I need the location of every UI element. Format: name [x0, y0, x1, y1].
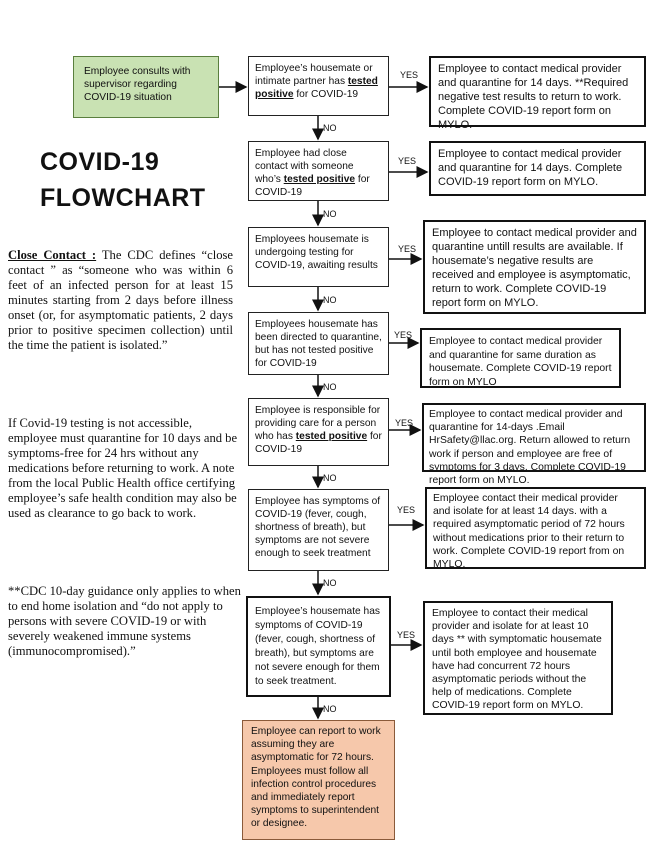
yes-label-6: YES	[397, 505, 416, 515]
decision-box-7: Employee’s housemate has symptoms of COVID-19 (fever, cough, shortness of breath), but symptoms are not severe enough for them to seek treatment.	[246, 596, 391, 697]
start-box: Employee consults with supervisor regarding COVID-19 situation	[73, 56, 219, 118]
decision-box-4: Employees housemate has been directed to quarantine, but has not tested positive for COVID-19	[248, 312, 389, 375]
no-label-1: NO	[323, 123, 337, 133]
title-line-1: COVID-19	[40, 148, 160, 176]
decision-box-6: Employee has symptoms of COVID-19 (fever, cough, shortness of breath), but symptoms are not severe enough to seek treatment	[248, 489, 389, 571]
yes-label-7: YES	[397, 630, 416, 640]
result-box-4: Employee to contact medical provider and quarantine for same duration as housemate. Complete COVID-19 report form on MYLO	[420, 328, 621, 388]
testing-note: If Covid-19 testing is not accessible, employee must quarantine for 10 days and be symptoms-free for 24 hrs without any medications before returning to work. A note from the local Public Health office certifying employee’s safe health condition may also be used as clearance to go back to work.	[8, 416, 238, 520]
result-box-1: Employee to contact medical provider and quarantine for 14 days. **Required negative test results to return to work. Complete COVID-19 report form on MYLO.	[429, 56, 646, 127]
no-label-3: NO	[323, 295, 337, 305]
final-box: Employee can report to work assuming they are asymptomatic for 72 hours. Employees must follow all infection control procedures and immediately report symptoms to superintendent or designee.	[242, 720, 395, 840]
yes-label-1: YES	[400, 70, 419, 80]
result-box-2: Employee to contact medical provider and quarantine for 14 days. Complete COVID-19 report form on MYLO.	[429, 141, 646, 196]
yes-label-2: YES	[398, 156, 417, 166]
result-box-5: Employee to contact medical provider and quarantine for 14-days .Email HrSafety@llac.org. Return allowed to return work if person and employee are free of symptoms for 3 days. Complete COVID-19 report form on MYLO.	[422, 403, 646, 472]
yes-label-3: YES	[398, 244, 417, 254]
title-line-2: FLOWCHART	[40, 184, 206, 212]
decision-box-3: Employees housemate is undergoing testing for COVID-19, awaiting results	[248, 227, 389, 287]
decision-box-2: Employee had close contact with someone who’s tested positive for COVID-19	[248, 141, 389, 201]
no-label-4: NO	[323, 382, 337, 392]
close-contact-note: Close Contact : The CDC defines “close contact ” as “someone who was within 6 feet of an infected person for at least 15 minutes starting from 2 days before illness onset (or, for asymptomatic patients, 2 days prior to positive specimen collection) until the time the patient is isolated.”	[8, 248, 233, 352]
decision-box-1: Employee’s housemate or intimate partner has tested positive for COVID-19	[248, 56, 389, 116]
yes-label-5: YES	[395, 418, 414, 428]
no-label-5: NO	[323, 473, 337, 483]
close-contact-heading: Close Contact :	[8, 248, 97, 262]
result-box-6: Employee contact their medical provider and isolate for at least 14 days. with a required asymptomatic period of 72 hours without medications prior to their return to work. Complete COVID-19 report from on MYLO.	[425, 487, 646, 569]
result-box-7: Employee to contact their medical provider and isolate for at least 10 days ** with symptomatic housemate until both employee and housemate have had concurrent 72 hours asymptomatic periods without the help of medications. Complete COVID-19 report form on MYLO.	[423, 601, 613, 715]
yes-label-4: YES	[394, 330, 413, 340]
cdc-guidance-note: **CDC 10-day guidance only applies to when to end home isolation and “do not apply to persons with severe COVID-19 or with severely weakened immune systems (immunocompromised).”	[8, 584, 241, 658]
no-label-6: NO	[323, 578, 337, 588]
no-label-2: NO	[323, 209, 337, 219]
result-box-3: Employee to contact medical provider and quarantine untill results are available. If housemate’s negative results are received and employee is asymptomatic, return to work. Complete COVID-19 report form on MYLO.	[423, 220, 646, 314]
decision-box-5: Employee is responsible for providing care for a person who has tested positive for COVID-19	[248, 398, 389, 466]
no-label-7: NO	[323, 704, 337, 714]
